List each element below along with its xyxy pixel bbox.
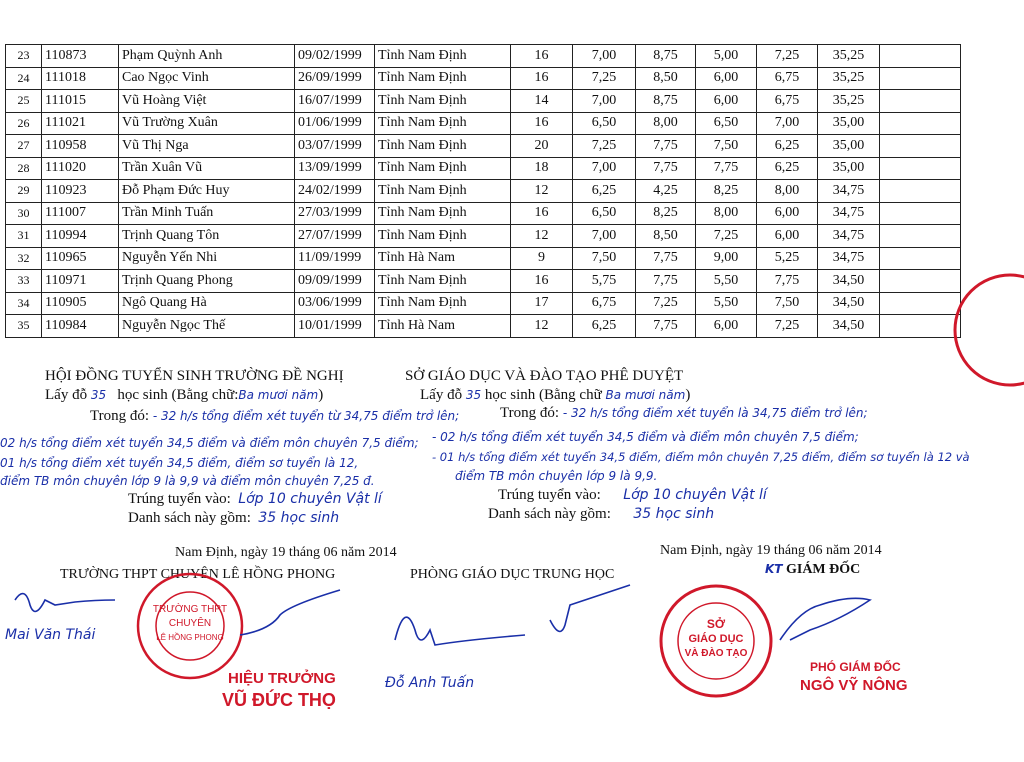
total-score-cell: 34,75 xyxy=(818,247,880,270)
score-3-cell: 7,25 xyxy=(696,225,757,248)
date-of-birth-cell: 27/03/1999 xyxy=(295,202,375,225)
score-entrance-cell: 12 xyxy=(511,225,573,248)
label: Danh sách này gồm: xyxy=(488,506,611,522)
school-name: TRƯỜNG THPT CHUYÊN LÊ HỒNG PHONG xyxy=(60,567,336,582)
label: Danh sách này gồm: xyxy=(128,510,251,526)
handwritten-signature-name: Mai Văn Thái xyxy=(5,627,96,643)
score-entrance-cell: 16 xyxy=(511,202,573,225)
stt-cell: 24 xyxy=(6,67,42,90)
score-2-cell: 7,75 xyxy=(636,247,696,270)
full-name-cell: Nguyễn Yến Nhi xyxy=(119,247,295,270)
score-3-cell: 5,50 xyxy=(696,292,757,315)
date-of-birth-cell: 27/07/1999 xyxy=(295,225,375,248)
total-score-cell: 35,25 xyxy=(818,67,880,90)
handwritten-line: 01 h/s tổng điểm xét tuyển 34,5 điểm, điểm sơ tuyển là 12, xyxy=(0,456,359,470)
stt-cell: 30 xyxy=(6,202,42,225)
score-1-cell: 6,50 xyxy=(573,202,636,225)
stt-cell: 32 xyxy=(6,247,42,270)
full-name-cell: Trần Minh Tuấn xyxy=(119,202,295,225)
score-1-cell: 6,25 xyxy=(573,315,636,338)
total-score-cell: 35,00 xyxy=(818,112,880,135)
handwritten-line: điểm TB môn chuyên lớp 9 là 9,9. xyxy=(455,469,658,483)
label: Trúng tuyển vào: xyxy=(128,491,231,507)
stt-cell: 23 xyxy=(6,45,42,68)
place-of-birth-cell: Tỉnh Nam Định xyxy=(375,157,511,180)
label: học sinh (Bằng chữ xyxy=(484,387,602,403)
place-of-birth-cell: Tỉnh Nam Định xyxy=(375,270,511,293)
label: học sinh (Bằng chữ: xyxy=(117,387,239,403)
full-name-cell: Ngô Quang Hà xyxy=(119,292,295,315)
full-name-cell: Trần Xuân Vũ xyxy=(119,157,295,180)
handwritten-total: 35 học sinh xyxy=(633,506,715,522)
score-1-cell: 7,25 xyxy=(573,135,636,158)
label: Lấy đỗ xyxy=(420,387,463,403)
handwritten-words: Ba mươi năm xyxy=(605,388,686,402)
candidate-id-cell: 111007 xyxy=(42,202,119,225)
score-3-cell: 6,00 xyxy=(696,315,757,338)
handwritten-line: 02 h/s tổng điểm xét tuyển 34,5 điểm và điểm môn chuyên 7,5 điểm; xyxy=(0,436,419,450)
score-3-cell: 9,00 xyxy=(696,247,757,270)
candidate-id-cell: 110923 xyxy=(42,180,119,203)
score-1-cell: 7,00 xyxy=(573,157,636,180)
full-name-cell: Vũ Trường Xuân xyxy=(119,112,295,135)
score-entrance-cell: 9 xyxy=(511,247,573,270)
svg-text:TRƯỜNG THPT: TRƯỜNG THPT xyxy=(152,604,228,615)
candidate-id-cell: 110905 xyxy=(42,292,119,315)
score-3-cell: 8,25 xyxy=(696,180,757,203)
score-4-cell: 7,00 xyxy=(757,112,818,135)
score-entrance-cell: 16 xyxy=(511,45,573,68)
date-of-birth-cell: 03/06/1999 xyxy=(295,292,375,315)
date-of-birth-cell: 03/07/1999 xyxy=(295,135,375,158)
score-2-cell: 8,25 xyxy=(636,202,696,225)
principal-title: HIỆU TRƯỞNG xyxy=(228,670,336,687)
dept-name: PHÒNG GIÁO DỤC TRUNG HỌC xyxy=(410,567,615,582)
score-2-cell: 8,50 xyxy=(636,225,696,248)
score-2-cell: 8,75 xyxy=(636,90,696,113)
stt-cell: 29 xyxy=(6,180,42,203)
score-entrance-cell: 16 xyxy=(511,67,573,90)
score-1-cell: 6,50 xyxy=(573,112,636,135)
score-2-cell: 7,75 xyxy=(636,135,696,158)
score-2-cell: 7,75 xyxy=(636,157,696,180)
date-of-birth-cell: 10/01/1999 xyxy=(295,315,375,338)
dept-stamp xyxy=(661,586,771,696)
principal-name: VŨ ĐỨC THỌ xyxy=(222,690,336,710)
svg-text:CHUYÊN: CHUYÊN xyxy=(168,618,212,629)
score-1-cell: 7,00 xyxy=(573,225,636,248)
stt-cell: 26 xyxy=(6,112,42,135)
score-3-cell: 7,50 xyxy=(696,135,757,158)
candidate-id-cell: 111015 xyxy=(42,90,119,113)
handwritten-words: Ba mươi năm xyxy=(238,388,319,402)
score-4-cell: 6,25 xyxy=(757,157,818,180)
total-score-cell: 34,75 xyxy=(818,225,880,248)
score-3-cell: 5,50 xyxy=(696,270,757,293)
candidate-id-cell: 110958 xyxy=(42,135,119,158)
score-4-cell: 7,75 xyxy=(757,270,818,293)
date-left: Nam Định, ngày 19 tháng 06 năm 2014 xyxy=(175,545,397,560)
score-entrance-cell: 16 xyxy=(511,270,573,293)
total-score-cell: 34,50 xyxy=(818,292,880,315)
full-name-cell: Nguyễn Ngọc Thế xyxy=(119,315,295,338)
score-1-cell: 7,25 xyxy=(573,67,636,90)
deputy-title: PHÓ GIÁM ĐỐC xyxy=(810,660,901,674)
full-name-cell: Đỗ Phạm Đức Huy xyxy=(119,180,295,203)
candidate-id-cell: 111018 xyxy=(42,67,119,90)
date-of-birth-cell: 09/02/1999 xyxy=(295,45,375,68)
score-4-cell: 6,75 xyxy=(757,67,818,90)
handwritten-line: - 32 h/s tổng điểm xét tuyển là 34,75 điểm trở lên; xyxy=(562,406,868,420)
score-3-cell: 6,50 xyxy=(696,112,757,135)
date-of-birth-cell: 09/09/1999 xyxy=(295,270,375,293)
total-score-cell: 34,50 xyxy=(818,315,880,338)
total-score-cell: 34,75 xyxy=(818,180,880,203)
stt-cell: 28 xyxy=(6,157,42,180)
stt-cell: 34 xyxy=(6,292,42,315)
place-of-birth-cell: Tỉnh Nam Định xyxy=(375,90,511,113)
score-2-cell: 7,75 xyxy=(636,315,696,338)
handwritten-line: điểm TB môn chuyên lớp 9 là 9,9 và điểm môn chuyên 7,25 đ. xyxy=(0,474,375,488)
total-score-cell: 34,50 xyxy=(818,270,880,293)
date-of-birth-cell: 11/09/1999 xyxy=(295,247,375,270)
total-score-cell: 35,00 xyxy=(818,157,880,180)
candidate-id-cell: 110984 xyxy=(42,315,119,338)
score-4-cell: 5,25 xyxy=(757,247,818,270)
left-title: HỘI ĐỒNG TUYỂN SINH TRƯỜNG ĐỀ NGHỊ xyxy=(45,368,344,384)
candidate-id-cell: 110965 xyxy=(42,247,119,270)
full-name-cell: Vũ Hoàng Việt xyxy=(119,90,295,113)
score-1-cell: 6,25 xyxy=(573,180,636,203)
score-2-cell: 7,75 xyxy=(636,270,696,293)
total-score-cell: 35,25 xyxy=(818,45,880,68)
full-name-cell: Cao Ngọc Vinh xyxy=(119,67,295,90)
partial-stamp xyxy=(955,275,1024,385)
handwritten-total: 35 học sinh xyxy=(258,510,340,526)
place-of-birth-cell: Tỉnh Nam Định xyxy=(375,225,511,248)
handwritten-line: - 32 h/s tổng điểm xét tuyển từ 34,75 điểm trở lên; xyxy=(152,409,460,423)
svg-text:LÊ HỒNG PHONG: LÊ HỒNG PHONG xyxy=(156,633,224,642)
handwritten-class: Lớp 10 chuyên Vật lí xyxy=(623,487,767,503)
score-1-cell: 6,75 xyxy=(573,292,636,315)
total-score-cell: 35,25 xyxy=(818,90,880,113)
stt-cell: 27 xyxy=(6,135,42,158)
score-2-cell: 8,75 xyxy=(636,45,696,68)
date-of-birth-cell: 24/02/1999 xyxy=(295,180,375,203)
place-of-birth-cell: Tỉnh Hà Nam xyxy=(375,315,511,338)
candidate-id-cell: 110994 xyxy=(42,225,119,248)
label: Trúng tuyển vào: xyxy=(498,487,601,503)
full-name-cell: Phạm Quỳnh Anh xyxy=(119,45,295,68)
label: ) xyxy=(318,387,324,403)
score-4-cell: 7,25 xyxy=(757,315,818,338)
school-stamp xyxy=(138,574,242,678)
label: Trong đó: xyxy=(90,408,150,424)
handwritten-kt: KT xyxy=(765,562,783,576)
score-1-cell: 7,50 xyxy=(573,247,636,270)
full-name-cell: Trịnh Quang Phong xyxy=(119,270,295,293)
score-1-cell: 5,75 xyxy=(573,270,636,293)
date-of-birth-cell: 13/09/1999 xyxy=(295,157,375,180)
score-4-cell: 6,00 xyxy=(757,225,818,248)
candidate-id-cell: 111021 xyxy=(42,112,119,135)
score-entrance-cell: 14 xyxy=(511,90,573,113)
stt-cell: 33 xyxy=(6,270,42,293)
full-name-cell: Trịnh Quang Tôn xyxy=(119,225,295,248)
score-entrance-cell: 18 xyxy=(511,157,573,180)
date-right: Nam Định, ngày 19 tháng 06 năm 2014 xyxy=(660,543,882,558)
score-2-cell: 7,25 xyxy=(636,292,696,315)
candidate-id-cell: 110873 xyxy=(42,45,119,68)
place-of-birth-cell: Tỉnh Nam Định xyxy=(375,112,511,135)
place-of-birth-cell: Tỉnh Nam Định xyxy=(375,135,511,158)
handwritten-count: 35 xyxy=(90,388,107,402)
score-3-cell: 7,75 xyxy=(696,157,757,180)
date-of-birth-cell: 01/06/1999 xyxy=(295,112,375,135)
place-of-birth-cell: Tỉnh Hà Nam xyxy=(375,247,511,270)
label: Lấy đỗ xyxy=(45,387,88,403)
score-entrance-cell: 17 xyxy=(511,292,573,315)
place-of-birth-cell: Tỉnh Nam Định xyxy=(375,202,511,225)
handwritten-count: 35 xyxy=(465,388,482,402)
score-3-cell: 8,00 xyxy=(696,202,757,225)
score-2-cell: 8,00 xyxy=(636,112,696,135)
score-entrance-cell: 12 xyxy=(511,315,573,338)
svg-text:VÀ ĐÀO TẠO: VÀ ĐÀO TẠO xyxy=(684,648,748,659)
score-entrance-cell: 20 xyxy=(511,135,573,158)
date-of-birth-cell: 26/09/1999 xyxy=(295,67,375,90)
date-of-birth-cell: 16/07/1999 xyxy=(295,90,375,113)
handwritten-signature-name: Đỗ Anh Tuấn xyxy=(385,675,475,691)
candidate-id-cell: 111020 xyxy=(42,157,119,180)
right-title: SỞ GIÁO DỤC VÀ ĐÀO TẠO PHÊ DUYỆT xyxy=(405,368,684,384)
score-4-cell: 7,25 xyxy=(757,45,818,68)
score-2-cell: 4,25 xyxy=(636,180,696,203)
score-2-cell: 8,50 xyxy=(636,67,696,90)
score-3-cell: 5,00 xyxy=(696,45,757,68)
score-4-cell: 7,50 xyxy=(757,292,818,315)
score-4-cell: 6,00 xyxy=(757,202,818,225)
stt-cell: 35 xyxy=(6,315,42,338)
candidate-id-cell: 110971 xyxy=(42,270,119,293)
place-of-birth-cell: Tỉnh Nam Định xyxy=(375,292,511,315)
score-3-cell: 6,00 xyxy=(696,90,757,113)
handwritten-class: Lớp 10 chuyên Vật lí xyxy=(238,491,382,507)
label: ) xyxy=(685,387,691,403)
score-entrance-cell: 16 xyxy=(511,112,573,135)
score-4-cell: 6,75 xyxy=(757,90,818,113)
stt-cell: 31 xyxy=(6,225,42,248)
score-1-cell: 7,00 xyxy=(573,90,636,113)
place-of-birth-cell: Tỉnh Nam Định xyxy=(375,45,511,68)
total-score-cell: 35,00 xyxy=(818,135,880,158)
label: Trong đó: xyxy=(500,405,560,421)
svg-text:GIÁO DỤC: GIÁO DỤC xyxy=(688,633,744,645)
full-name-cell: Vũ Thị Nga xyxy=(119,135,295,158)
svg-text:SỞ: SỞ xyxy=(706,617,726,631)
score-4-cell: 6,25 xyxy=(757,135,818,158)
handwritten-line: - 02 h/s tổng điểm xét tuyển 34,5 điểm và điểm môn chuyên 7,5 điểm; xyxy=(432,430,859,444)
place-of-birth-cell: Tỉnh Nam Định xyxy=(375,180,511,203)
score-4-cell: 8,00 xyxy=(757,180,818,203)
stt-cell: 25 xyxy=(6,90,42,113)
score-entrance-cell: 12 xyxy=(511,180,573,203)
total-score-cell: 34,75 xyxy=(818,202,880,225)
label: GIÁM ĐỐC xyxy=(785,562,861,577)
score-3-cell: 6,00 xyxy=(696,67,757,90)
place-of-birth-cell: Tỉnh Nam Định xyxy=(375,67,511,90)
handwritten-line: - 01 h/s tổng điểm xét tuyển 34,5 điểm, điểm môn chuyên 7,25 điểm, điểm sơ tuyển là 12 và xyxy=(432,450,970,464)
deputy-name: NGÔ VỸ NÔNG xyxy=(800,677,908,694)
score-1-cell: 7,00 xyxy=(573,45,636,68)
